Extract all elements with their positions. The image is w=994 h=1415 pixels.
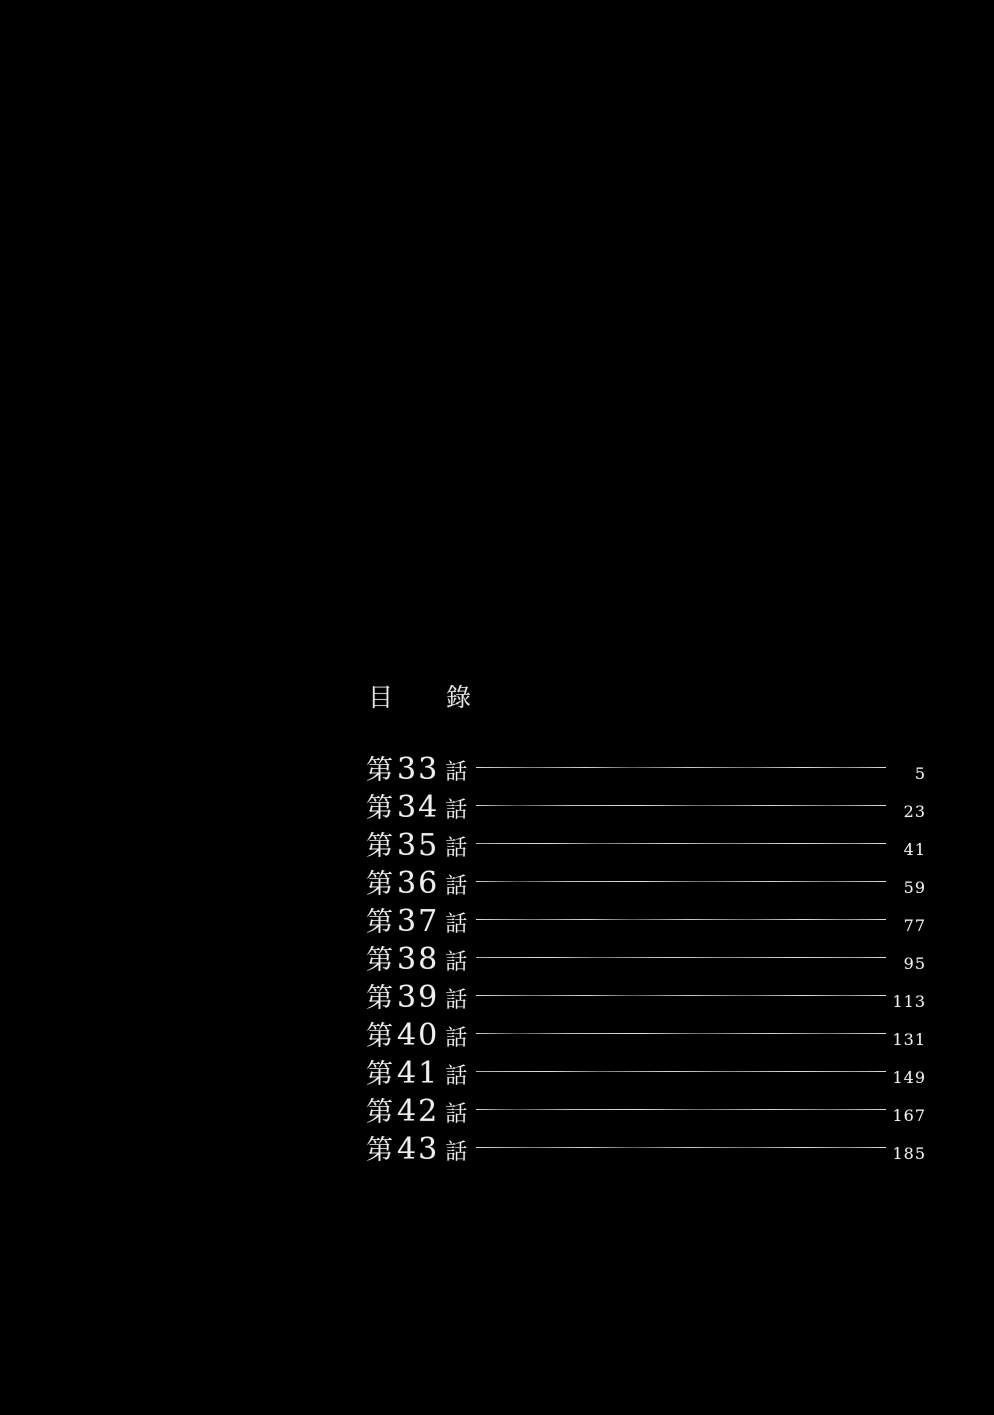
toc-entry-page-number: 149: [892, 1068, 926, 1087]
toc-entry-page-number: 77: [903, 916, 926, 935]
toc-entry-page-number: 41: [903, 840, 926, 859]
toc-entry-suffix: 話: [445, 874, 469, 899]
toc-list: [366, 748, 926, 1166]
toc-entry-page-number: 167: [892, 1106, 926, 1125]
toc-leader-line: [476, 1109, 886, 1110]
toc-entry[interactable]: [366, 824, 926, 862]
toc-entry-page-number: 59: [903, 878, 926, 897]
toc-entry-prefix: 第: [366, 793, 394, 824]
toc-entry-prefix: 第: [366, 983, 394, 1014]
toc-entry-suffix: 話: [445, 912, 469, 937]
toc-leader-line: [476, 1071, 886, 1072]
toc-entry[interactable]: [366, 1014, 926, 1052]
toc-leader-line: [476, 1147, 886, 1148]
toc-entry-number: 36: [397, 866, 440, 901]
toc-entry-number: 39: [397, 980, 440, 1015]
toc-entry-label: [366, 1128, 468, 1167]
toc-entry-suffix: 話: [445, 760, 469, 785]
toc-entry-label: [366, 938, 468, 977]
toc-entry-number: 43: [397, 1132, 440, 1167]
toc-leader-line: [476, 995, 886, 996]
table-of-contents: [366, 678, 926, 1166]
toc-leader-line: [476, 805, 886, 806]
toc-entry-label: [366, 1014, 468, 1053]
toc-entry-prefix: 第: [366, 1097, 394, 1128]
toc-leader-line: [476, 957, 886, 958]
toc-entry-number: 40: [397, 1018, 440, 1053]
toc-entry-suffix: 話: [445, 836, 469, 861]
toc-entry-label: [366, 900, 468, 939]
toc-leader-line: [476, 1033, 886, 1034]
toc-entry[interactable]: [366, 900, 926, 938]
toc-entry-page-number: 131: [892, 1030, 926, 1049]
toc-entry-number: 37: [397, 904, 440, 939]
toc-entry-prefix: 第: [366, 869, 394, 900]
toc-entry-label: [366, 748, 468, 787]
page-title: 目 錄: [368, 683, 486, 712]
toc-entry-label: [366, 862, 468, 901]
toc-entry-page-number: 5: [914, 764, 926, 783]
toc-entry-number: 42: [397, 1094, 440, 1129]
toc-entry-page-number: 113: [892, 992, 926, 1011]
toc-entry[interactable]: [366, 1128, 926, 1166]
toc-entry-number: 34: [397, 790, 440, 825]
toc-leader-line: [476, 881, 886, 882]
toc-leader-line: [476, 843, 886, 844]
toc-entry-page-number: 185: [892, 1144, 926, 1163]
toc-entry[interactable]: [366, 938, 926, 976]
toc-entry-number: 41: [397, 1056, 440, 1091]
toc-entry-suffix: 話: [445, 1140, 469, 1165]
toc-entry-prefix: 第: [366, 831, 394, 862]
toc-entry-prefix: 第: [366, 907, 394, 938]
toc-entry-suffix: 話: [445, 1102, 469, 1127]
toc-entry-number: 38: [397, 942, 440, 977]
toc-entry[interactable]: [366, 748, 926, 786]
toc-entry-label: [366, 976, 468, 1015]
toc-entry-prefix: 第: [366, 945, 394, 976]
toc-entry-suffix: 話: [445, 1026, 469, 1051]
toc-entry[interactable]: [366, 1052, 926, 1090]
toc-entry-suffix: 話: [445, 798, 469, 823]
toc-entry[interactable]: [366, 976, 926, 1014]
toc-entry-label: [366, 786, 468, 825]
toc-entry-number: 33: [397, 752, 440, 787]
toc-entry-page-number: 95: [903, 954, 926, 973]
toc-entry-suffix: 話: [445, 988, 469, 1013]
toc-leader-line: [476, 767, 886, 768]
toc-entry-label: [366, 1090, 468, 1129]
toc-leader-line: [476, 919, 886, 920]
toc-entry-label: [366, 824, 468, 863]
toc-entry-prefix: 第: [366, 1135, 394, 1166]
toc-entry[interactable]: [366, 862, 926, 900]
toc-entry-prefix: 第: [366, 755, 394, 786]
toc-entry-prefix: 第: [366, 1021, 394, 1052]
toc-entry-label: [366, 1052, 468, 1091]
toc-entry-page-number: 23: [903, 802, 926, 821]
toc-entry-number: 35: [397, 828, 440, 863]
toc-entry-suffix: 話: [445, 1064, 469, 1089]
toc-entry-prefix: 第: [366, 1059, 394, 1090]
toc-entry[interactable]: [366, 786, 926, 824]
toc-entry[interactable]: [366, 1090, 926, 1128]
toc-entry-suffix: 話: [445, 950, 469, 975]
